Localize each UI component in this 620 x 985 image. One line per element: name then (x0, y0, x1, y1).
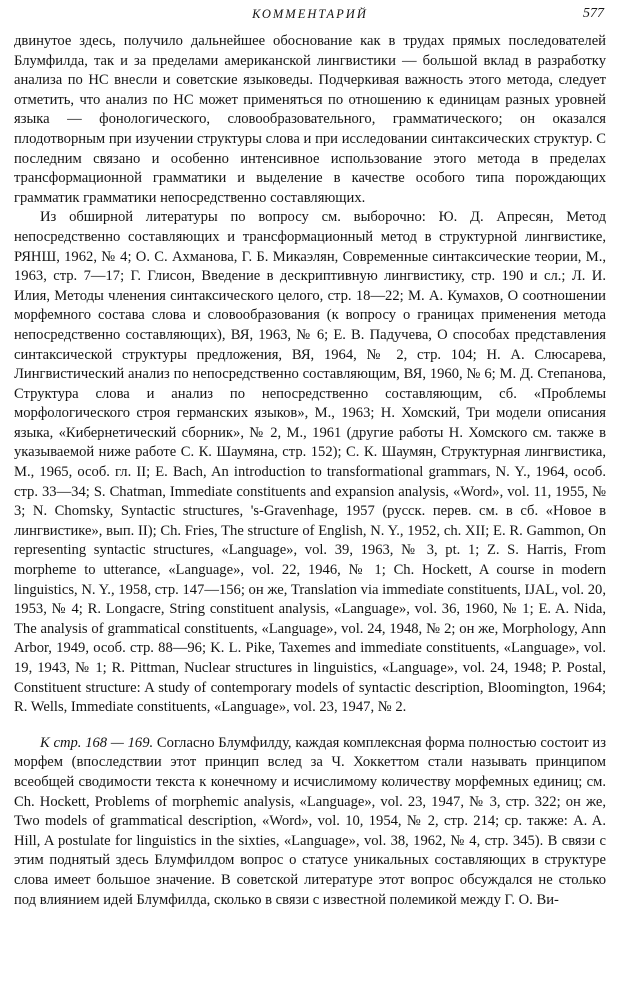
running-header (14, 4, 606, 24)
paragraph-continuation: двинутое здесь, получило дальнейшее обоснование как в трудах прямых последователей Блумфилда, так и за пределами американской лингвистики — большой вклад в разработку анализа по НС внесли и советские языковеды. Подчеркивая важность этого метода, следует отметить, что анализ по НС может применяться по отношению к единицам разных уровней языка — фонологического, словообразовательного, грамматического; он оказался плодотворным при изучении структуры слова и при исследовании синтаксических структур. С последним связано и особенно интенсивное использование этого метода в пределах трансформационной грамматики и выделение в качестве особого типа порождающих грамматик грамматики непосредственно составляющих. (14, 33, 606, 206)
commentary-text: Согласно Блумфилду, каждая комплексная форма полностью состоит из морфем (впоследствии этот принцип вслед за Ч. Хоккеттом стали называть принципом всеобщей сводимости текста к конечному и исчислимому количеству морфемных единиц; см. Ch. Hockett, Problems of morphemic analysis, «Language», vol. 23, 1947, № 3, стр. 322; он же, Two models of grammatical description, «Word», vol. 10, 1954, № 2, стр. 214; ср. также: A. A. Hill, A postulate for linguistics in the sixties, «Language», vol. 38, 1962, № 4, стр. 345). В связи с этим поднятый здесь Блумфилдом вопрос о статусе уникальных составляющих в структуре слова имеет большое значение. В советской литературе этот вопрос обсуждался не столько под влиянием идей Блумфилда, сколько в связи с известной полемикой между Г. О. Ви- (14, 734, 606, 908)
page-number: 577 (583, 6, 604, 21)
paragraph-commentary (14, 734, 606, 910)
page-reference-lead: К стр. 168 — 169. (40, 734, 154, 751)
running-title: КОММЕНТАРИЙ (252, 7, 368, 21)
paragraph-bibliography: Из обширной литературы по вопросу см. выборочно: Ю. Д. Апресян, Метод непосредственно составляющих и трансформационный метод в структурной лингвистике, РЯНШ, 1962, № 4; О. С. Ахманова, Г. Б. Микаэлян, Современные синтаксические теории, М., 1963, стр. 7—17; Г. Глисон, Введение в дескриптивную лингвистику, стр. 190 и сл.; Л. И. Илия, Методы членения синтаксического целого, стр. 18—22; М. А. Кумахов, О соотношении морфемного состава слова и словообразования (к вопросу о границах применения метода непосредственно составляющих), ВЯ, 1963, № 6; Е. В. Падучева, О способах представления синтаксической структуры предложения, ВЯ, 1964, № 2, стр. 104; Н. А. Слюсарева, Лингвистический анализ по непосредственно составляющим, ВЯ, 1960, № 6; М. Д. Степанова, Структура слова и анализ по непосредственно составляющим, сб. «Проблемы морфологического строя германских языков», М., 1963; Н. Хомский, Три модели описания языка, «Кибернетический сборник», № 2, М., 1961 (другие работы Н. Хомского см. также в указываемой ниже работе С. К. Шаумяна, стр. 152); С. К. Шаумян, Структурная лингвистика, М., 1965, особ. гл. II; E. Bach, An introduction to transformational grammars, N. Y., 1964, особ. стр. 33—34; S. Chatman, Immediate constituents and expansion analysis, «Word», vol. 11, 1955, № 3; N. Chomsky, Syntactic structures, 's-Gravenhage, 1957 (русск. перев. см. в сб. «Новое в лингвистике», вып. II); Ch. Fries, The structure of English, N. Y., 1952, ch. XII; E. R. Gammon, On representing syntactic structures, «Language», vol. 39, 1963, № 3, pt. 1; Z. S. Harris, From morpheme to utterance, «Language», vol. 22, 1946, № 1; Ch. Hockett, A course in modern linguistics, N. Y., 1958, стр. 147—156; он же, Translation via immediate constituents, IJAL, vol. 20, 1953, № 4; R. Longacre, String constituent analysis, «Language», vol. 36, 1960, № 1; E. A. Nida, The analysis of grammatical constituents, «Language», vol. 24, 1948, № 2; он же, Morphology, Ann Arbor, 1949, особ. стр. 88—96; K. L. Pike, Taxemes and immediate constituents, «Language», vol. 19, 1943, № 1; R. Pittman, Nuclear structures in linguistics, «Language», vol. 24, 1948; P. Postal, Constituent structure: A study of contemporary models of syntactic description, Bloomington, 1964; R. Wells, Immediate constituents, «Language», vol. 23, 1947, № 2. (14, 209, 606, 716)
